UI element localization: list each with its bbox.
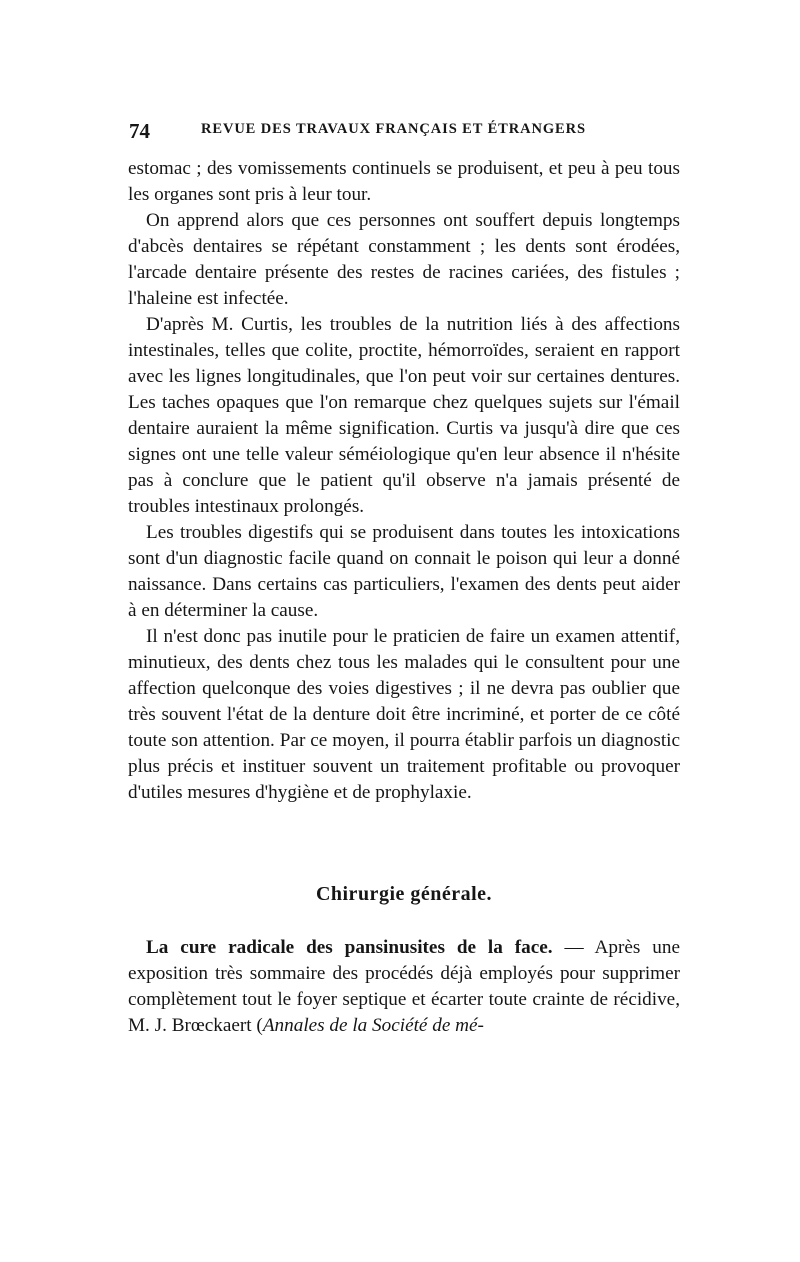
running-head xyxy=(129,117,685,143)
section-heading: Chirurgie générale. xyxy=(315,883,493,905)
page-number: 74 xyxy=(129,119,150,143)
paragraph: Il n'est donc pas inutile pour le praticien de faire un examen attentif, minutieux, des dents chez tous les malades qui le consultent pour une affection quelconque des voies digestives ; il ne devra pas oublier que très souvent l'état de la denture doit être incriminé, et porter de ce côté toute son attention. Par ce moyen, il pourra établir parfois un diagnostic plus précis et instituer souvent un traitement profitable ou provoquer d'utiles mesures d'hygiène et de prophylaxie. xyxy=(128,626,680,803)
journal-citation: Annales de la Société de mé- xyxy=(262,1015,484,1036)
paragraph-continuation: estomac ; des vomissements continuels se produisent, et peu à peu tous les organes sont pris à leur tour. xyxy=(128,158,680,205)
running-title: REVUE DES TRAVAUX FRANÇAIS ET ÉTRANGERS xyxy=(201,121,586,137)
body-text xyxy=(128,156,680,806)
paragraph: On apprend alors que ces personnes ont souffert depuis longtemps d'abcès dentaires se répétant constamment ; les dents sont érodées, l'arcade dentaire présente des restes de racines cariées, des fistules ; l'haleine est infectée. xyxy=(128,210,680,309)
paragraph: D'après M. Curtis, les troubles de la nutrition liés à des affections intestinales, telles que colite, proctite, hémorroïdes, seraient en rapport avec les lignes longitudinales, que l'on peut voir sur certaines dentures. Les taches opaques que l'on remarque chez quelques sujets sur l'émail dentaire auraient la même signification. Curtis va jusqu'à dire que ces signes ont une telle valeur séméiologique qu'en leur absence il n'hésite pas à conclure que le patient qu'il observe n'a jamais présenté de troubles intestinaux prolongés. xyxy=(128,314,680,517)
article-entry xyxy=(128,935,680,1039)
paragraph: Les troubles digestifs qui se produisent dans toutes les intoxications sont d'un diagnostic facile quand on connait le poison qui leur a donné naissance. Dans certains cas particuliers, l'examen des dents peut aider à en déterminer la cause. xyxy=(128,522,680,621)
article-text: — Après une exposition très sommaire des procédés déjà employés pour supprimer complètement tout le foyer septique et écarter toute crainte de récidive, M. J. Brœckaert ( xyxy=(128,937,681,1036)
article-paragraph xyxy=(128,935,680,1039)
article-title: La cure radicale des pansinusites de la face. xyxy=(146,937,553,958)
